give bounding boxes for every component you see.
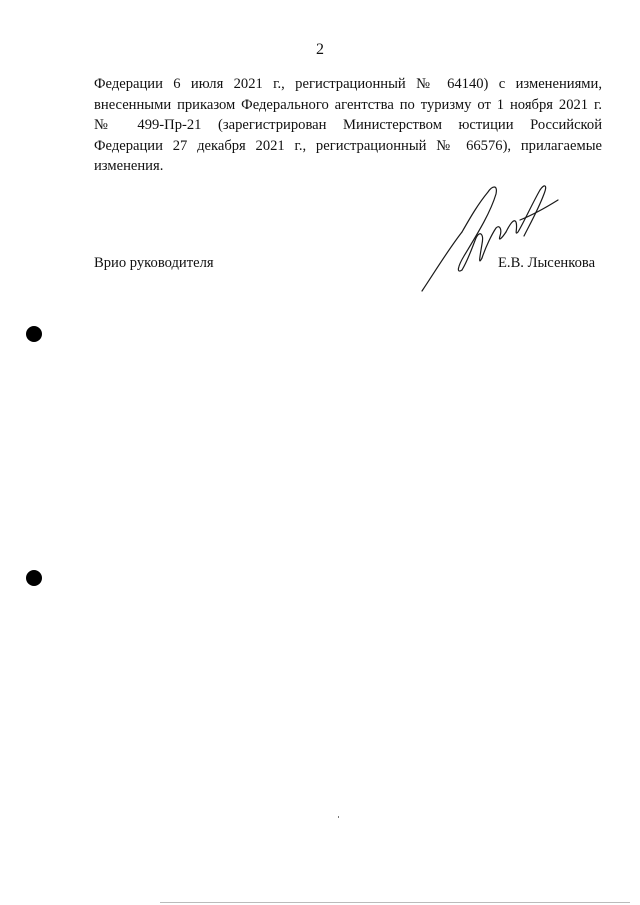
signer-name: Е.В. Лысенкова <box>498 255 596 271</box>
scan-speck <box>338 816 339 818</box>
signer-title: Врио руководителя <box>94 255 214 271</box>
paragraph-line-3: № 499-Пр-21 (зарегистрирован Министерством юстиции Российской <box>94 117 602 133</box>
paragraph-line-5: изменения. <box>94 158 164 174</box>
body-paragraph <box>94 74 602 177</box>
handwritten-signature <box>418 178 568 296</box>
punch-hole-lower <box>26 570 42 586</box>
paragraph-line-1: Федерации 6 июля 2021 г., регистрационный № 64140) с изменениями, <box>94 76 602 92</box>
page-number: 2 <box>316 41 324 58</box>
punch-hole-upper <box>26 326 42 342</box>
paragraph-line-2: внесенными приказом Федерального агентства по туризму от 1 ноября 2021 г. <box>94 96 602 113</box>
paragraph-line-4: Федерации 27 декабря 2021 г., регистрационный № 66576), прилагаемые <box>94 137 602 154</box>
scan-bottom-edge <box>160 902 630 903</box>
